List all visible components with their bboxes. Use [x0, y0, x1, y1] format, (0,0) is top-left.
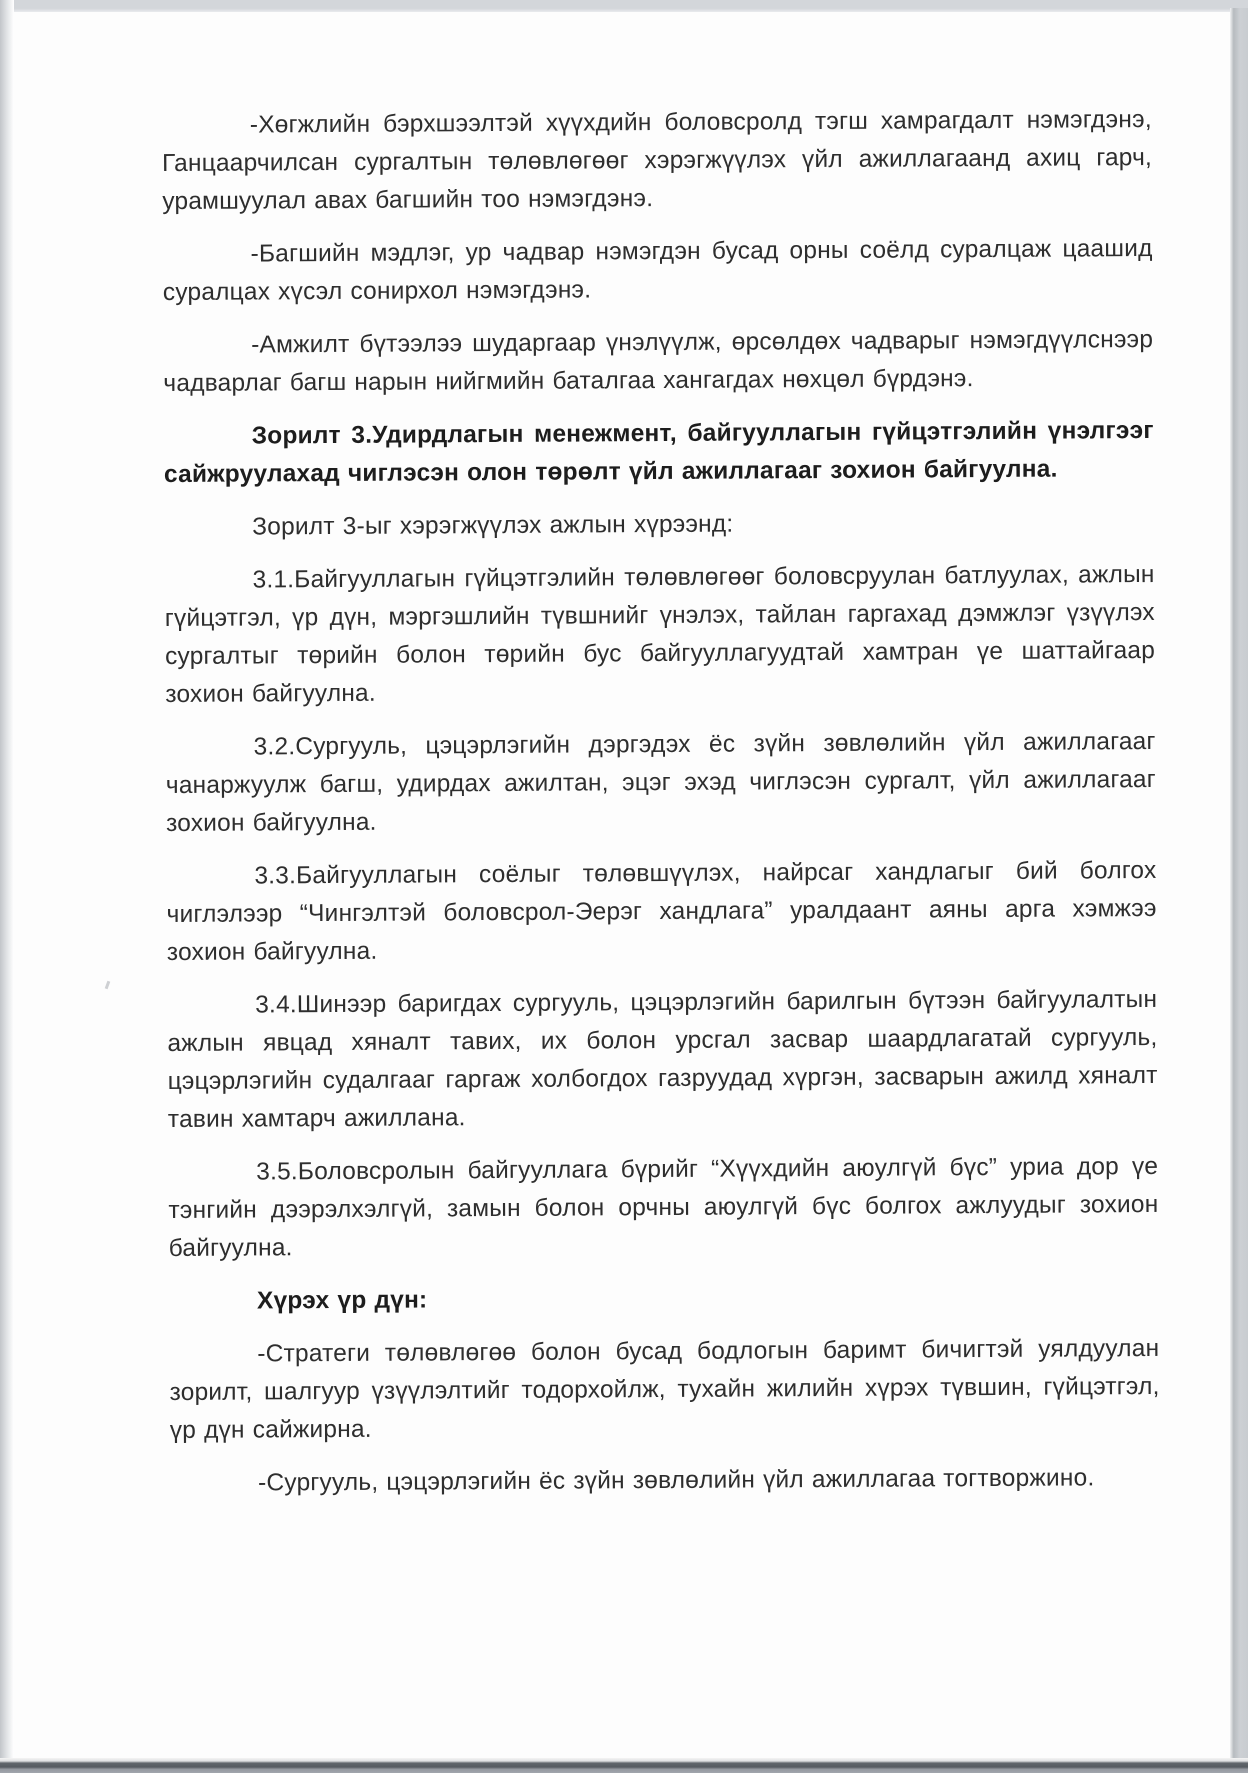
paragraph-item-3-3: 3.3.Байгууллагын соёлыг төлөвшүүлэх, найрсаг хандлагыг бий болгох чиглэлээр “Чингэлтэй боловсрол-Эерэг хандлага” уралдаант аяны арга хэмжээ зохион байгуулна. — [166, 856, 1157, 967]
paragraph-expected-result-achievement: -Амжилт бүтээлээ шударгаар үнэлүүлж, өрсөлдөх чадварыг нэмэгдүүлснээр чадварлаг багш нарын нийгмийн баталгаа хангагдах нөхцөл бүрдэнэ. — [163, 325, 1154, 398]
scan-edge-bottom — [0, 1758, 1248, 1773]
heading-goal-3: Зорилт 3.Удирдлагын менежмент, байгууллагын гүйцэтгэлийн үнэлгээг сайжруулахад чиглэсэн олон төрөлт үйл ажиллагааг зохион байгуулна. — [163, 416, 1154, 489]
paragraph-expected-result-teachers: -Багшийн мэдлэг, ур чадвар нэмэгдэн бусад орны соёлд суралцаж цаашид суралцах хүсэл сонирхол нэмэгдэнэ. — [162, 234, 1153, 307]
document-text-block — [162, 101, 1161, 1518]
scan-speck — [105, 981, 111, 990]
scan-edge-top — [0, 0, 1248, 12]
paragraph-goal-3-scope-intro: Зорилт 3-ыг хэрэгжүүлэх ажлын хүрээнд: — [252, 510, 734, 541]
paragraph-item-3-4: 3.4.Шинээр баригдах сургууль, цэцэрлэгийн барилгын бүтээн байгуулалтын ажлын явцад хяналт тавих, их болон урсгал засвар шаардлагатай сургууль, цэцэрлэгийн судалгааг гаргаж холбогдох газруудад хүргэн, засварын ажилд хяналт тавин хамтарч ажиллана. — [167, 985, 1158, 1134]
paragraph-result-strategy: -Стратеги төлөвлөгөө болон бусад бодлогын баримт бичигтэй уялдуулан зорилт, шалгуур үзүүлэлтийг тодорхойлж, тухайн жилийн хүрэх түвшин, гүйцэтгэл, үр дүн сайжирна. — [169, 1334, 1160, 1445]
paragraph-item-3-1: 3.1.Байгууллагын гүйцэтгэлийн төлөвлөгөөг боловсруулан батлуулах, ажлын гүйцэтгэл, үр дүн, мэргэшлийн түвшнийг үнэлэх, тайлан гаргахад дэмжлэг үзүүлэх сургалтыг төрийн болон төрийн бус байгууллагуудтай хамтран үе шаттайгаар зохион байгуулна. — [164, 560, 1156, 709]
paragraph-item-3-5: 3.5.Боловсролын байгууллага бүрийг “Хүүхдийн аюулгүй бүс” уриа дор үе тэнгийн дээрэлхэлгүй, замын болон орчны аюулгүй бүс болгох ажлуудыг зохион байгуулна. — [168, 1152, 1159, 1263]
scan-edge-left — [0, 0, 14, 1773]
paragraph-item-3-2: 3.2.Сургууль, цэцэрлэгийн дэргэдэх ёс зүйн зөвлөлийн үйл ажиллагааг чанаржуулж багш, удирдах ажилтан, эцэг эхэд чиглэсэн сургалт, үйл ажиллагааг зохион байгуулна. — [165, 727, 1156, 838]
paragraph-result-ethics-council: -Сургууль, цэцэрлэгийн ёс зүйн зөвлөлийн үйл ажиллагаа тогтворжино. — [258, 1464, 1095, 1497]
scan-edge-right — [1230, 8, 1248, 1773]
heading-expected-results: Хүрэх үр дүн: — [256, 1286, 428, 1315]
paragraph-expected-result-inclusion: -Хөгжлийн бэрхшээлтэй хүүхдийн боловсролд тэгш хамрагдалт нэмэгдэнэ, Ганцаарчилсан сургалтын төлөвлөгөөг хэрэгжүүлэх үйл ажиллагаанд ахиц гарч, урамшуулал авах багшийн тоо нэмэгдэнэ. — [161, 105, 1153, 216]
